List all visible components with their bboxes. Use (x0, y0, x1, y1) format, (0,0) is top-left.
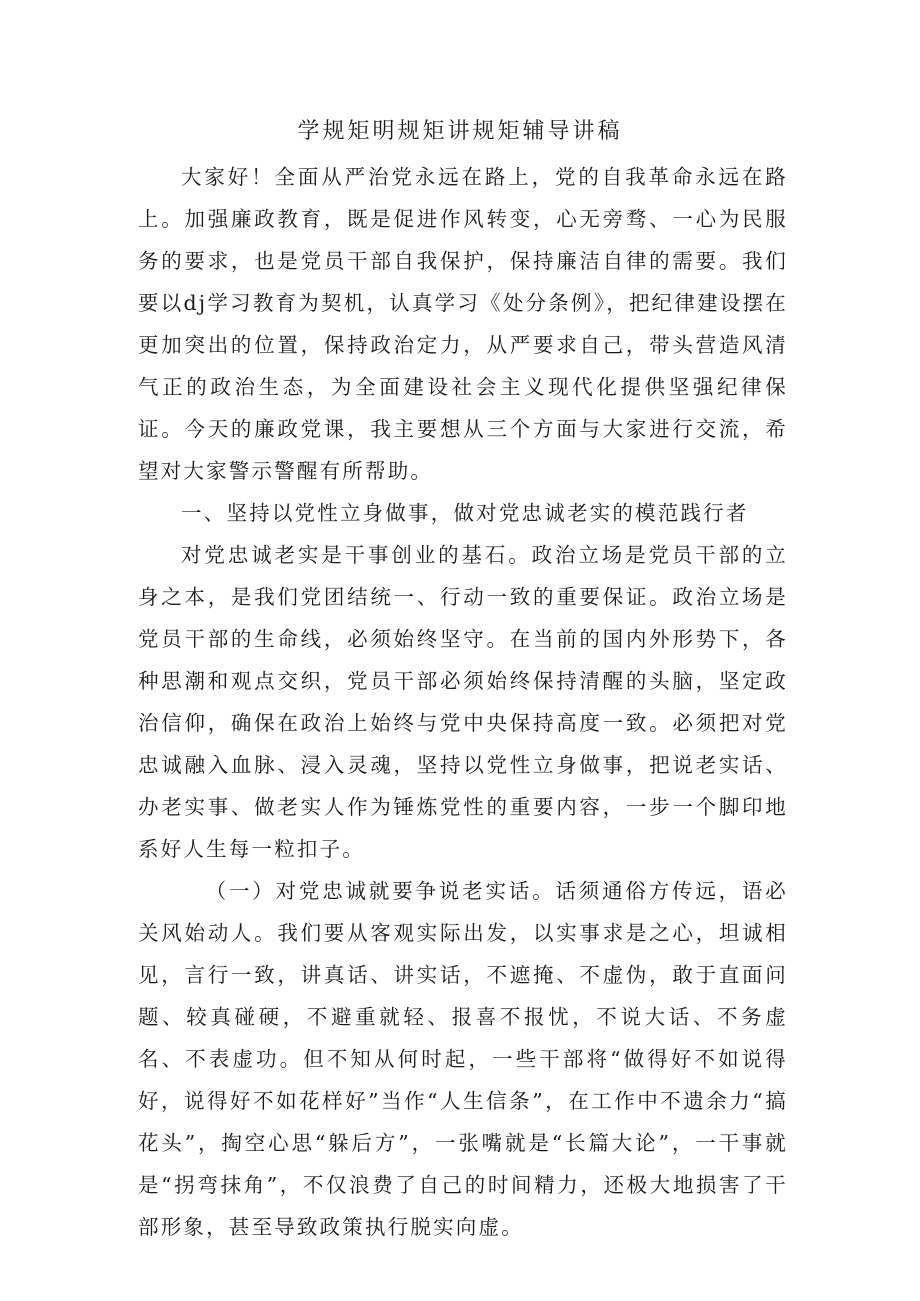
document-title: 学规矩明规矩讲规矩辅导讲稿 (297, 119, 623, 144)
intro-paragraph: 大家好！全面从严治党永远在路上，党的自我革命永远在路上。加强廉政教育，既是促进作风转变，心无旁骛、一心为民服务的要求，也是党员干部自我保护，保持廉洁自律的需要。我们要以dj学习教育为契机，认真学习《处分条例》，把纪律建设摆在更加突出的位置，保持政治定力，从严要求自己，带头营造风清气正的政治生态，为全面建设社会主义现代化提供坚强纪律保证。今天的廉政党课，我主要想从三个方面与大家进行交流，希望对大家警示警醒有所帮助。 (138, 165, 788, 483)
subsection-paragraph: （一）对党忠诚就要争说老实话。话须通俗方传远，语必关风始动人。我们要从客观实际出发，以实事求是之心，坦诚相见，言行一致，讲真话、讲实话，不遮掩、不虚伪，敢于直面问题、较真碰硬，不避重就轻、报喜不报忧，不说大话、不务虚名、不表虚功。但不知从何时起，一些干部将“做得好不如说得好，说得好不如花样好”当作“人生信条”，在工作中不遗余力“搞花头”，掏空心思“躲后方”，一张嘴就是“长篇大论”，一干事就是“拐弯抹角”，不仅浪费了自己的时间精力，还极大地损害了干部形象，甚至导致政策执行脱实向虚。 (138, 879, 788, 1239)
document-body (138, 156, 788, 1248)
section-heading: 一、坚持以党性立身做事，做对党忠诚老实的模范践行者 (181, 501, 749, 525)
section-paragraph: 对党忠诚老实是干事创业的基石。政治立场是党员干部的立身之本，是我们党团结统一、行动一致的重要保证。政治立场是党员干部的生命线，必须始终坚守。在当前的国内外形势下，各种思潮和观点交织，党员干部必须始终保持清醒的头脑，坚定政治信仰，确保在政治上始终与党中央保持高度一致。必须把对党忠诚融入血脉、浸入灵魂，坚持以党性立身做事，把说老实话、办老实事、做老实人作为锤炼党性的重要内容，一步一个脚印地系好人生每一粒扣子。 (138, 543, 788, 861)
